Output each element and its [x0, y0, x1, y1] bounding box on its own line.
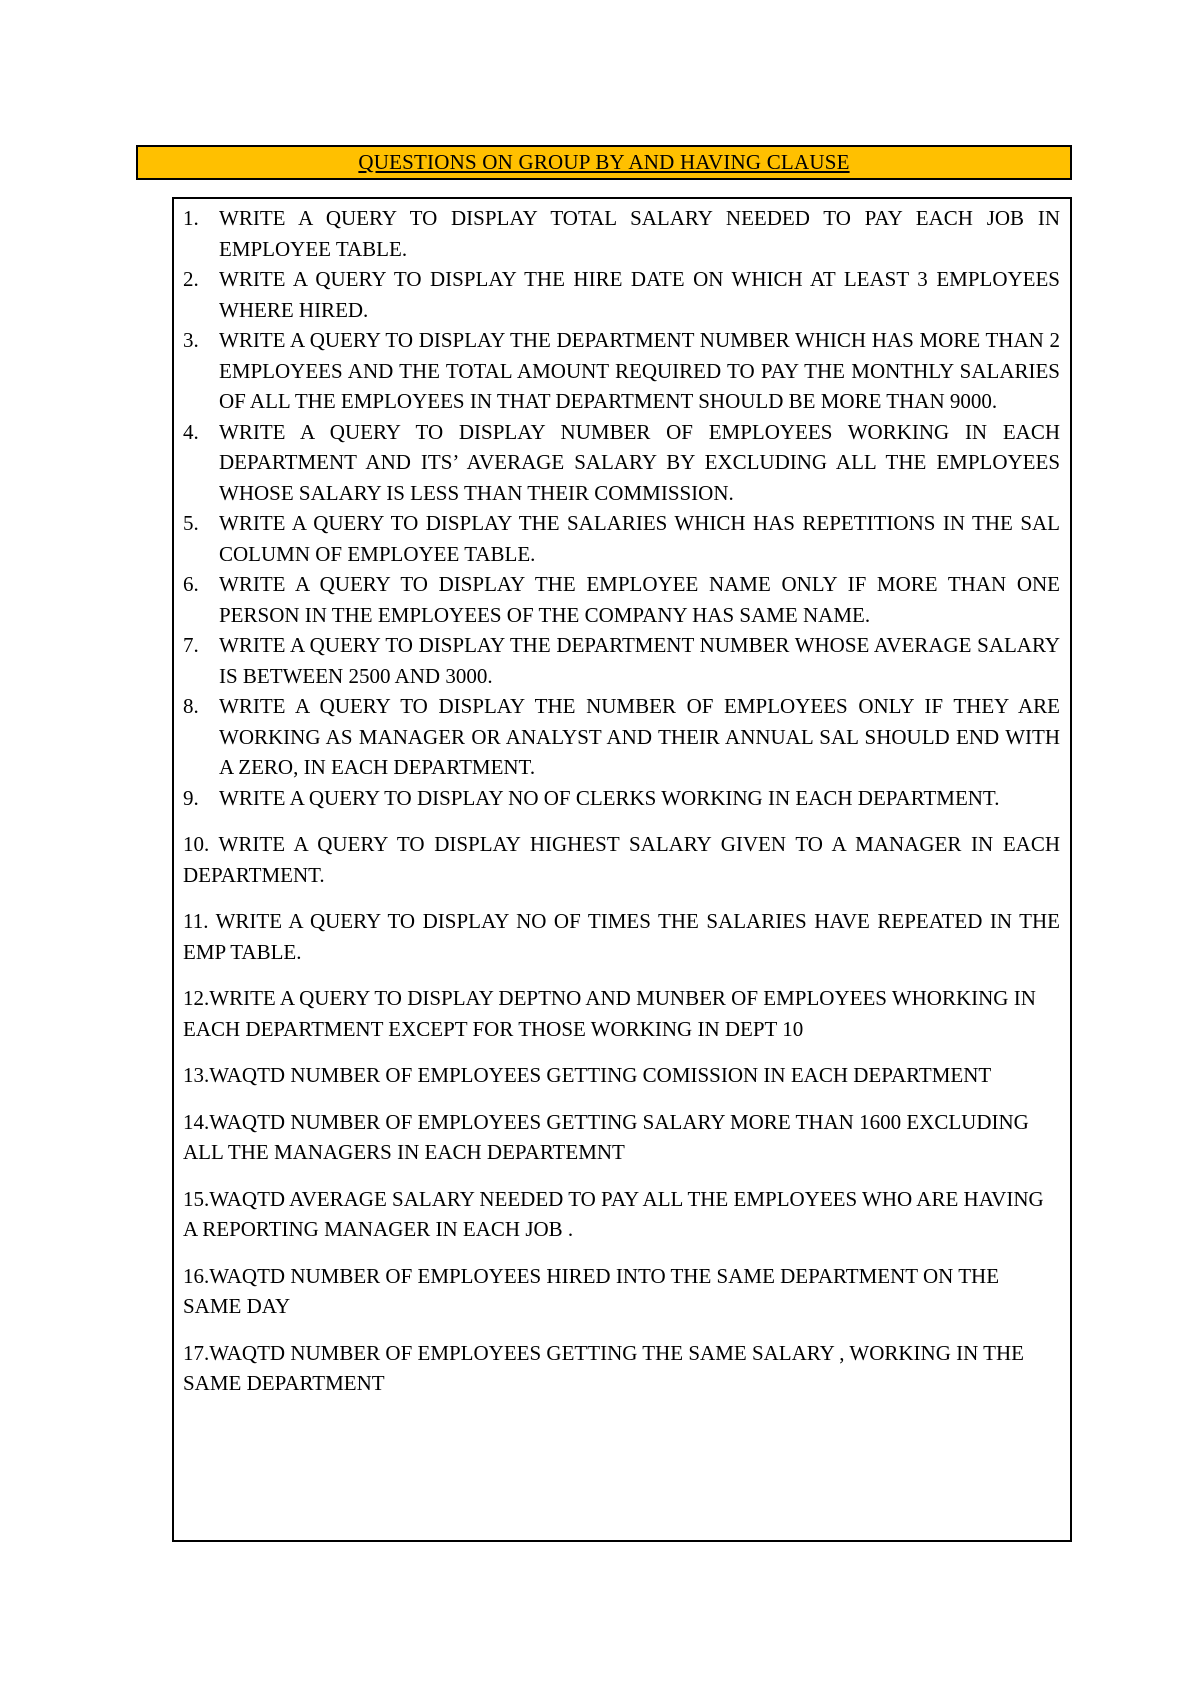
question-number: 5. [183, 511, 199, 535]
question-number: 1. [183, 206, 199, 230]
question-number: 2. [183, 267, 199, 291]
title-banner [136, 145, 1072, 180]
questions-box [172, 197, 1072, 1542]
question-number: 3. [183, 328, 199, 352]
question-paragraph: 13.WAQTD NUMBER OF EMPLOYEES GETTING COMISSION IN EACH DEPARTMENT [183, 1063, 992, 1087]
question-paragraph: 17.WAQTD NUMBER OF EMPLOYEES GETTING THE SAME SALARY , WORKING IN THE SAME DEPARTMENT [183, 1340, 1024, 1395]
question-text: WRITE A QUERY TO DISPLAY THE SALARIES WHICH HAS REPETITIONS IN THE SAL COLUMN OF EMPLOYEE TABLE. [219, 511, 1060, 566]
question-paragraph: 11. WRITE A QUERY TO DISPLAY NO OF TIMES THE SALARIES HAVE REPEATED IN THE EMP TABLE. [183, 909, 1060, 964]
question-number: 9. [183, 785, 199, 810]
question-number: 4. [183, 419, 199, 444]
question-item [183, 417, 1060, 509]
question-item [183, 783, 1060, 814]
numbered-question-list [183, 203, 1060, 813]
question-number: 8. [183, 694, 199, 718]
question-item [183, 264, 1060, 325]
question-text: WRITE A QUERY TO DISPLAY THE DEPARTMENT NUMBER WHOSE AVERAGE SALARY IS BETWEEN 2500 AND 3000. [219, 633, 1060, 688]
question-item [183, 630, 1060, 691]
document-title: QUESTIONS ON GROUP BY AND HAVING CLAUSE [358, 150, 850, 174]
question-text: WRITE A QUERY TO DISPLAY NO OF CLERKS WORKING IN EACH DEPARTMENT. [219, 785, 1000, 810]
question-text: WRITE A QUERY TO DISPLAY THE NUMBER OF EMPLOYEES ONLY IF THEY ARE WORKING AS MANAGER OR ANALYST AND THEIR ANNUAL SAL SHOULD END WITH A ZERO, IN EACH DEPARTMENT. [219, 694, 1060, 779]
question-paragraph: 12.WRITE A QUERY TO DISPLAY DEPTNO AND MUNBER OF EMPLOYEES WHORKING IN EACH DEPARTMENT EXCEPT FOR THOSE WORKING IN DEPT 10 [183, 986, 1036, 1041]
question-item [183, 203, 1060, 264]
question-paragraph: 15.WAQTD AVERAGE SALARY NEEDED TO PAY ALL THE EMPLOYEES WHO ARE HAVING A REPORTING MANAGER IN EACH JOB . [183, 1186, 1044, 1241]
question-text: WRITE A QUERY TO DISPLAY THE HIRE DATE ON WHICH AT LEAST 3 EMPLOYEES WHERE HIRED. [219, 267, 1060, 322]
question-text: WRITE A QUERY TO DISPLAY NUMBER OF EMPLOYEES WORKING IN EACH DEPARTMENT AND ITS’ AVERAGE SALARY BY EXCLUDING ALL THE EMPLOYEES WHOSE SALARY IS LESS THAN THEIR COMMISSION. [219, 419, 1060, 505]
question-paragraph: 16.WAQTD NUMBER OF EMPLOYEES HIRED INTO THE SAME DEPARTMENT ON THE SAME DAY [183, 1263, 1000, 1318]
question-paragraph: 14.WAQTD NUMBER OF EMPLOYEES GETTING SALARY MORE THAN 1600 EXCLUDING ALL THE MANAGERS IN EACH DEPARTEMNT [183, 1109, 1029, 1164]
question-number: 6. [183, 572, 199, 596]
question-item [183, 691, 1060, 783]
question-text: WRITE A QUERY TO DISPLAY THE EMPLOYEE NAME ONLY IF MORE THAN ONE PERSON IN THE EMPLOYEES OF THE COMPANY HAS SAME NAME. [219, 572, 1060, 627]
question-item [183, 325, 1060, 417]
question-item [183, 508, 1060, 569]
question-number: 7. [183, 633, 199, 657]
question-item [183, 569, 1060, 630]
question-text: WRITE A QUERY TO DISPLAY TOTAL SALARY NEEDED TO PAY EACH JOB IN EMPLOYEE TABLE. [219, 206, 1060, 261]
question-paragraph: 10. WRITE A QUERY TO DISPLAY HIGHEST SALARY GIVEN TO A MANAGER IN EACH DEPARTMENT. [183, 832, 1060, 887]
question-text: WRITE A QUERY TO DISPLAY THE DEPARTMENT NUMBER WHICH HAS MORE THAN 2 EMPLOYEES AND THE TOTAL AMOUNT REQUIRED TO PAY THE MONTHLY SALARIES OF ALL THE EMPLOYEES IN THAT DEPARTMENT SHOULD BE MORE THAN 9000. [219, 328, 1060, 413]
